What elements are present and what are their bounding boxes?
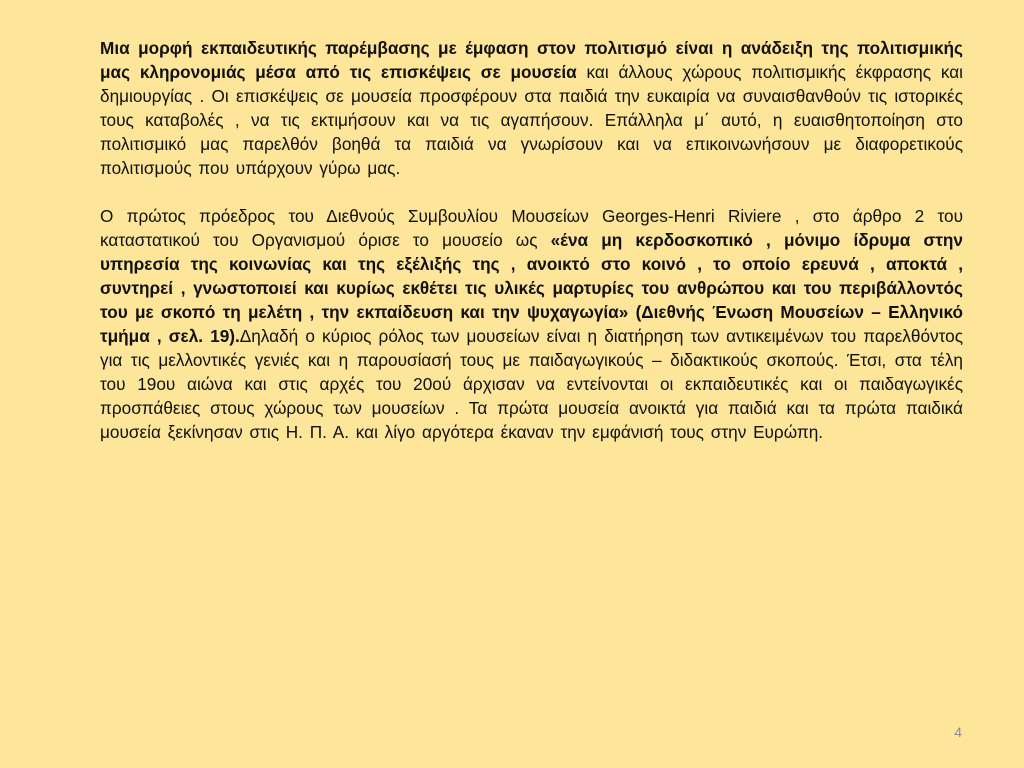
paragraph-2-intro-text: Ο πρώτος πρόεδρος του Διεθνούς Συμβουλίου Μουσείων Georges-Henri Riviere , στο άρθρο 2 του καταστατικού του Οργανισμού όρισε το μουσείο ως	[100, 206, 963, 250]
paragraph-museum-visits	[100, 36, 963, 180]
museum-definition-quote: «ένα μη κερδοσκοπικό , μόνιμο ίδρυμα στην υπηρεσία της κοινωνίας και της εξέλιξής της , ανοικτό στο κοινό , το οποίο ερευνά , αποκτά , συντηρεί , γνωστοποιεί και κυρίως εκθέτει τις υλικές μαρτυρίες του ανθρώπου και του περιβάλλοντός του με σκοπό τη μελέτη , την εκπαίδευση και την ψυχαγωγία» (Διεθνής Ένωση Μουσείων – Ελληνικό τμήμα , σελ. 19).	[100, 230, 963, 346]
paragraph-2-text: Δηλαδή ο κύριος ρόλος των μουσείων είναι η διατήρηση των αντικειμένων του παρελθόντος για τις μελλοντικές γενιές και η παρουσίασή τους με παιδαγωγικούς – διδακτικούς σκοπούς. Έτσι, στα τέλη του 19ου αιώνα και στις αρχές του 20ού άρχισαν να εντείνονται οι εκπαιδευτικές και οι παιδαγωγικές προσπάθειες στους χώρους των μουσείων . Τα πρώτα μουσεία ανοικτά για παιδιά και τα πρώτα παιδικά μουσεία ξεκίνησαν στις Η. Π. Α. και λίγο αργότερα έκαναν την εμφάνισή τους στην Ευρώπη.	[100, 326, 963, 442]
paragraph-1-bold-text: Μια μορφή εκπαιδευτικής παρέμβασης με έμφαση στον πολιτισμό είναι η ανάδειξη της πολιτισμικής μας κληρονομιάς μέσα από τις επισκέψεις σε μουσεία	[100, 38, 963, 82]
paragraph-1-text: και άλλους χώρους πολιτισμικής έκφρασης και δημιουργίας . Οι επισκέψεις σε μουσεία προσφέρουν στα παιδιά την ευκαιρία να συναισθανθούν τις ιστορικές τους καταβολές , να τις εκτιμήσουν και να τις αγαπήσουν. Επάλληλα μ΄ αυτό, η ευαισθητοποίηση στο πολιτισμικό μας παρελθόν βοηθά τα παιδιά να γνωρίσουν και να επικοινωνήσουν με διαφορετικούς πολιτισμούς που υπάρχουν γύρω μας.	[100, 62, 963, 178]
slide-body	[100, 36, 963, 468]
paragraph-museum-definition	[100, 204, 963, 444]
page-number: 4	[954, 724, 962, 740]
